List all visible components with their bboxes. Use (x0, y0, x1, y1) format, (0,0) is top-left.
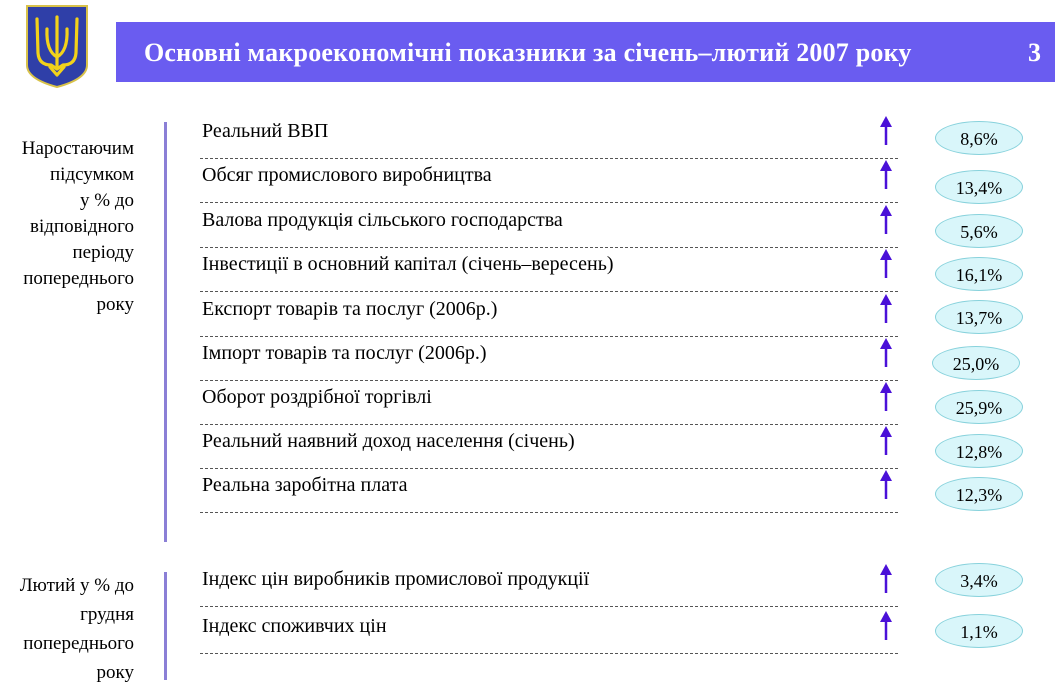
indicator-label: Реальна заробітна плата (202, 474, 408, 496)
indicator-row (200, 158, 898, 203)
indicator-row (200, 380, 898, 425)
indicator-value-badge: 16,1% (935, 257, 1023, 291)
indicator-label: Експорт товарів та послуг (2006р.) (202, 298, 498, 320)
indicator-label: Реальний наявний доход населення (січень) (202, 430, 575, 452)
arrow-up-icon (879, 611, 893, 641)
arrow-up-icon (879, 382, 893, 412)
indicator-row (200, 203, 898, 248)
page-title: Основні макроекономічні показники за січень–лютий 2007 року (144, 38, 912, 67)
section-2-divider (164, 572, 167, 680)
indicator-label: Реальний ВВП (202, 120, 329, 142)
indicator-label: Інвестиції в основний капітал (січень–вересень) (202, 253, 614, 275)
arrow-up-icon (879, 426, 893, 456)
indicator-row (200, 609, 898, 654)
indicator-value-badge: 12,8% (935, 434, 1023, 468)
indicator-row (200, 114, 898, 159)
section-2-label: Лютий у % до грудня попереднього року (19, 575, 134, 683)
indicator-value-badge: 3,4% (935, 563, 1023, 597)
indicator-label: Обсяг промислового виробництва (202, 164, 492, 186)
indicator-row (200, 468, 898, 513)
arrow-up-icon (879, 294, 893, 324)
indicator-row (200, 247, 898, 292)
indicator-value-badge: 13,4% (935, 170, 1023, 204)
indicator-label: Валова продукція сільського господарства (202, 209, 563, 231)
arrow-up-icon (879, 564, 893, 594)
section-1-divider (164, 122, 167, 542)
arrow-up-icon (879, 470, 893, 500)
indicator-label: Індекс споживчих цін (202, 615, 387, 637)
indicator-label: Індекс цін виробників промислової продукції (202, 568, 590, 590)
indicator-row (200, 336, 898, 381)
indicator-value-badge: 1,1% (935, 614, 1023, 648)
indicator-row (200, 424, 898, 469)
page-number: 3 (1028, 38, 1041, 67)
arrow-up-icon (879, 205, 893, 235)
arrow-up-icon (879, 338, 893, 368)
indicator-row (200, 562, 898, 607)
indicator-value-badge: 25,9% (935, 390, 1023, 424)
coat-of-arms-icon (24, 3, 90, 89)
arrow-up-icon (879, 160, 893, 190)
indicator-value-badge: 8,6% (935, 121, 1023, 155)
indicator-label: Оборот роздрібної торгівлі (202, 386, 432, 408)
arrow-up-icon (879, 116, 893, 146)
indicator-label: Імпорт товарів та послуг (2006р.) (202, 342, 487, 364)
indicator-value-badge: 12,3% (935, 477, 1023, 511)
indicator-value-badge: 5,6% (935, 214, 1023, 248)
indicator-value-badge: 13,7% (935, 300, 1023, 334)
indicator-value-badge: 25,0% (932, 346, 1020, 380)
indicator-row (200, 292, 898, 337)
section-1-label: Наростаючим підсумком у % до відповідного періоду попереднього року (21, 138, 134, 315)
arrow-up-icon (879, 249, 893, 279)
